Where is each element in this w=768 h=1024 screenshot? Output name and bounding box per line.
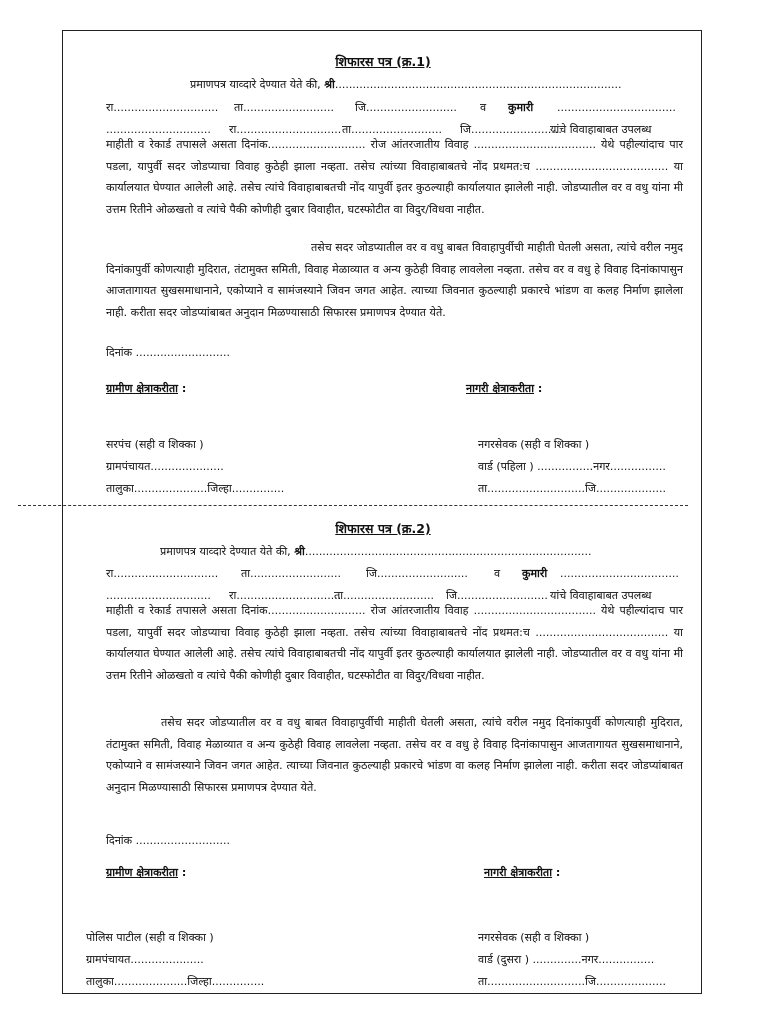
form2-line3-ta: ता.......................... — [334, 589, 435, 602]
form1-ta-ji: ता............................जि.................... — [478, 482, 666, 495]
form1-date: दिनांक ........................... — [106, 346, 230, 359]
form2-paragraph-1: माहीती व रेकार्ड तपासले असता दिनांक............................ रोज आंतरजातीय विवाह ................................... येथे पहील्यांदाच पार पडला, यापुर्वी सदर जोडप्याचा विवाह कुठेही झाला नव्हता. तसेच त्यांच्या विवाहाबाबतचे नोंद प्रथमत:च ...................................... या कार्यालयात घेण्यात आलेली आहे. तसेच त्यांचे विवाहाबाबतची नोंद यापुर्वी इतर कुठल्याही कार्यालयात झालेली नाही. जोडप्यातील वर व वधु यांना मी उत्तम रितीने ओळखतो व त्यांचे पैकी कोणीही दुबार विवाहीत, घटस्फोटीत वा विदुर/विधवा नाहीत. — [106, 604, 683, 682]
form2-ward-city: वार्ड (दुसरा ) ..............नगर................ — [478, 953, 655, 966]
form1-cert-line — [190, 78, 622, 91]
form2-cert-dots: .................................................................................. — [304, 545, 592, 558]
form1-sarpanch-signature: सरपंच (सही व शिक्का ) — [106, 438, 204, 451]
form1-line3-text: यांचे विवाहाबाबत उपलब्ध — [550, 123, 652, 136]
form2-urban-heading: नागरी क्षेत्राकरीता : — [484, 866, 561, 879]
form2-line3-text: यांचे विवाहाबाबत उपलब्ध — [550, 589, 652, 602]
form1-urban-heading: नागरी क्षेत्राकरीता : — [466, 382, 543, 395]
form1-paragraph-1: माहीती व रेकार्ड तपासले असता दिनांक............................ रोज आंतरजातीय विवाह ................................... येथे पहील्यांदाच पार पडला, यापुर्वी सदर जोडप्याचा विवाह कुठेही झाला नव्हता. तसेच त्यांच्या विवाहाबाबतचे नोंद प्रथमत:च ...................................... या कार्यालयात घेण्यात आलेली आहे. तसेच त्यांचे विवाहाबाबतची नोंद यापुर्वी इतर कुठल्याही कार्यालयात झालेली नाही. जोडप्यातील वर व वधु यांना मी उत्तम रितीने ओळखतो व त्यांचे पैकी कोणीही दुबार विवाहीत, घटस्फोटीत वा विदुर/विधवा नाहीत. — [106, 138, 683, 216]
form1-line3-ji: जि.......................... — [460, 123, 562, 136]
form2-addr-ji: जि.......................... — [366, 567, 468, 580]
form2-cert-prefix: प्रमाणपत्र याव्दारे देण्यात येते की, — [160, 545, 295, 558]
section-divider — [18, 505, 688, 506]
form1-kumari: कुमारी — [508, 101, 534, 114]
form2-addr-ta: ता.......................... — [241, 567, 342, 580]
form1-line3-dots: .............................. — [106, 123, 211, 136]
form2-kumari: कुमारी — [522, 567, 548, 580]
form2-cert-line — [160, 545, 592, 558]
form2-date: दिनांक ........................... — [106, 834, 230, 847]
form2-rural-heading: ग्रामीण क्षेत्राकरीता : — [106, 866, 187, 879]
form1-line3-ta: ता.......................... — [342, 123, 443, 136]
form2-grampanchayat: ग्रामपंचायत..................... — [86, 953, 204, 966]
form1-cert-prefix: प्रमाणपत्र याव्दारे देण्यात येते की, — [190, 78, 325, 91]
form1-grampanchayat: ग्रामपंचायत..................... — [106, 460, 224, 473]
form2-kumari-dots: .................................. — [560, 567, 679, 580]
form2-ta-ji: ता............................जि.................... — [478, 975, 666, 988]
form2-taluka-district: तालुका.....................जिल्हा............... — [86, 975, 265, 988]
form1-addr-ji: जि.......................... — [355, 101, 457, 114]
form1-addr-ra: रा.............................. — [106, 101, 219, 114]
form1-title: शिफारस पत्र (क्र.1) — [335, 54, 431, 69]
form1-shri: श्री — [324, 78, 335, 91]
form1-ward-city: वार्ड (पहिला ) ................नगर................ — [478, 460, 666, 473]
form2-line3-ra: रा.............................. — [229, 589, 342, 602]
form2-corporator-signature: नगरसेवक (सही व शिक्का ) — [478, 931, 590, 944]
form1-corporator-signature: नगरसेवक (सही व शिक्का ) — [478, 438, 590, 451]
form2-shri: श्री — [294, 545, 305, 558]
form1-rural-heading: ग्रामीण क्षेत्राकरीता : — [106, 382, 187, 395]
document-page — [62, 30, 702, 994]
form1-kumari-dots: .................................. — [557, 101, 676, 114]
form1-paragraph-2: तसेच सदर जोडप्यातील वर व वधु बाबत विवाहापुर्वीची माहीती घेतली असता, त्यांचे वरील नमुद दिनांकापुर्वी कोणत्याही मुदिरात, तंटामुक्त समिती, विवाह मेळाव्यात व अन्य कुठेही विवाह लावलेला नव्हता. तसेच वर व वधु हे विवाह दिनांकापासुन आजतागायत सुखसमाधानाने, एकोप्याने व सामंजस्याने जिवन जगत आहेत. त्याच्या जिवनात कुठल्याही प्रकारचे भांडण वा कलह निर्माण झालेला नाही. करीता सदर जोडप्यांबाबत अनुदान मिळण्यासाठी सिफारस प्रमाणपत्र देण्यात येते. — [106, 241, 683, 319]
form1-taluka-district: तालुका.....................जिल्हा............... — [106, 482, 285, 495]
form2-title: शिफारस पत्र (क्र.2) — [335, 521, 431, 536]
form2-addr-ra: रा.............................. — [106, 567, 219, 580]
form2-police-patil-signature: पोलिस पाटील (सही व शिक्का ) — [86, 931, 214, 944]
form2-line3-dots: .............................. — [106, 589, 211, 602]
form2-line3-ji: जि.......................... — [446, 589, 548, 602]
form1-line3-ra: रा.............................. — [229, 123, 342, 136]
form1-addr-ta: ता.......................... — [234, 101, 335, 114]
form1-and: व — [480, 101, 487, 114]
form2-and: व — [494, 567, 501, 580]
form1-cert-dots: .................................................................................. — [334, 78, 622, 91]
form2-paragraph-2: तसेच सदर जोडप्यातील वर व वधु बाबत विवाहापुर्वीची माहीती घेतली असता, त्यांचे वरील नमुद दिनांकापुर्वी कोणत्याही मुदिरात, तंटामुक्त समिती, विवाह मेळाव्यात व अन्य कुठेही विवाह लावलेला नव्हता. तसेच वर व वधु हे विवाह दिनांकापासुन आजतागायत सुखसमाधानाने, एकोप्याने व सामंजस्याने जिवन जगत आहेत. त्याच्या जिवनात कुठल्याही प्रकारचे भांडण वा कलह निर्माण झालेला नाही. करीता सदर जोडप्यांबाबत अनुदान मिळण्यासाठी सिफारस प्रमाणपत्र देण्यात येते. — [106, 716, 683, 794]
